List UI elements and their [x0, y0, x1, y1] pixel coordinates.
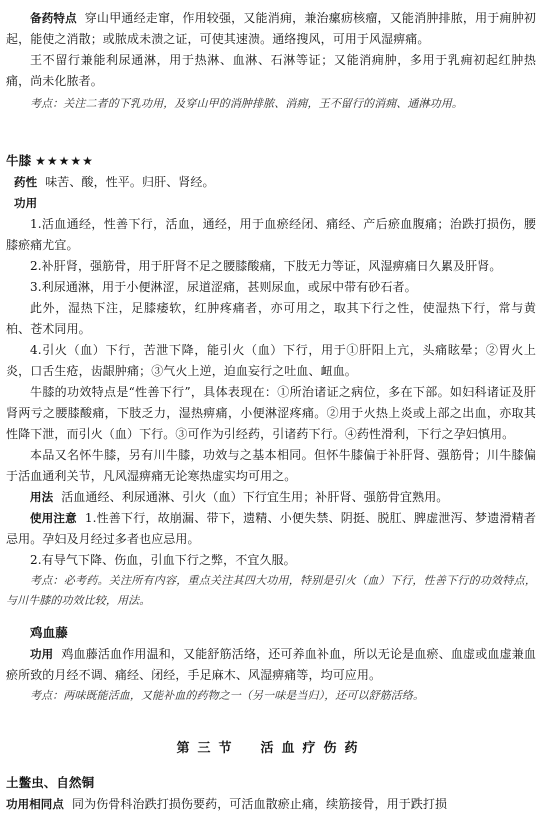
niuxi-item-4: 4.引火（血）下行，苦泄下降，能引火（血）下行，用于①肝阳上亢，头痛眩晕；②胃火上炎，口舌生疮，齿龈肿痛；③气火上逆，迫血妄行之吐血、衄血。: [6, 343, 536, 378]
jixueteng-gongyong: 功用 鸡血藤活血作用温和，又能舒筋活络，还可养血补血，所以无论是血瘀、血虚或血虚兼血瘀所致的月经不调、痛经、闭经，手足麻木、风湿痹痛等，均可应用。: [6, 647, 537, 682]
niuxi-xingwei: 药性 味苦、酸，性平。归肝、肾经。: [14, 175, 215, 189]
comparison-paragraph-1: 备药特点 穿山甲通经走窜，作用较强，又能消痈，兼治瘰疬核瘤，又能消肿排脓，用于痈肿初起，能使之消散；或脓成未溃之证，可使其速溃。通络搜风，可用于风湿痹痛。: [6, 11, 537, 46]
niuxi-variety: 本品又名怀牛膝，另有川牛膝，功效与之基本相同。但怀牛膝偏于补肝肾、强筋骨；川牛膝偏于活血通利关节，凡风湿痹痛无论寒热虚实均可用之。: [6, 448, 536, 483]
xingwei-label: 药性: [14, 175, 38, 189]
zhuyi-label: 使用注意: [30, 511, 77, 525]
gongyong-label: 功用: [14, 196, 38, 210]
jixueteng-section: [6, 622, 536, 706]
section-title: 第三节 活血疗伤药: [176, 741, 366, 756]
niuxi-section: [6, 150, 536, 611]
niuxi-heading: [6, 150, 536, 172]
niuxi-title: 牛膝: [6, 153, 32, 168]
exam-note-2: 考点：必考药。关注所有内容，重点关注其四大功用，特别是引火（血）下行，性善下行的功效特点，与川牛膝的功效比较，用法。: [6, 574, 536, 607]
tubiechong-section: [6, 772, 536, 815]
star-rating: ★★★★★: [35, 154, 94, 168]
niuxi-gongyong-heading: [6, 193, 536, 214]
niuxi-item-extra: 此外，湿热下注，足膝痿软，红肿疼痛者，亦可用之，取其下行之性，使湿热下行，常与黄柏、苍术同用。: [6, 301, 536, 336]
niuxi-item-3: 3.利尿通淋，用于小便淋涩，尿道涩痛，甚则尿血，或尿中带有砂石者。: [30, 280, 417, 294]
niuxi-zhuyi-2: 2.有导气下降、伤血，引血下行之弊，不宜久服。: [30, 553, 296, 567]
niuxi-zhuyi-1: 使用注意 1.性善下行，故崩漏、带下，遗精、小便失禁、阴挺、脱肛、脾虚泄泻、梦遗滑精者忌用。孕妇及月经过多者也应忌用。: [6, 511, 536, 546]
jixueteng-gongyong-label: 功用: [30, 647, 54, 661]
comparison-label: 备药特点: [30, 11, 77, 25]
tubiechong-label: 功用相同点: [6, 797, 64, 811]
tubiechong-title: 土鳖虫、自然铜: [6, 775, 95, 790]
niuxi-item-2: 2.补肝肾，强筋骨，用于肝肾不足之腰膝酸痛，下肢无力等证，风湿痹痛日久累及肝肾。: [30, 259, 502, 273]
exam-note-3: 考点：两味既能活血，又能补血的药物之一（另一味是当归），还可以舒筋活络。: [30, 689, 425, 702]
exam-note-1: 考点：关注二者的下乳功用，及穿山甲的消肿排脓、消痈，王不留行的消痈、通淋功用。: [30, 97, 463, 110]
niuxi-features: 牛膝的功效特点是“性善下行”，具体表现在：①所治诸证之病位，多在下部。如妇科诸证及肝肾两亏之腰膝酸痛，下肢乏力，湿热痹痛，小便淋涩疼痛。②用于火热上炎或上部之出血，亦取其性降下泄，而引火（血）下行。③可作为引经药，引诸药下行。④药性滑利，下行之孕妇慎用。: [6, 385, 536, 441]
jixueteng-title: 鸡血藤: [30, 625, 68, 640]
tubiechong-gongyong: 功用相同点 同为伤骨科治跌打损伤要药，可活血散瘀止痛，续筋接骨，用于跌打损: [6, 797, 448, 811]
niuxi-item-1: 1.活血通经，性善下行，活血，通经，用于血瘀经闭、痛经、产后瘀血腹痛；治跌打损伤，腰膝瘀痛尤宜。: [6, 217, 536, 252]
comparison-section: [6, 8, 536, 114]
niuxi-yongfa: 用法 活血通经、利尿通淋、引火（血）下行宜生用；补肝肾、强筋骨宜熟用。: [30, 490, 449, 504]
section-header: [6, 738, 536, 759]
comparison-paragraph-2: 王不留行兼能利尿通淋，用于热淋、血淋、石淋等证；又能消痈肿，多用于乳痈初起红肿热痛，尚未化脓者。: [6, 53, 536, 88]
yongfa-label: 用法: [30, 490, 54, 504]
